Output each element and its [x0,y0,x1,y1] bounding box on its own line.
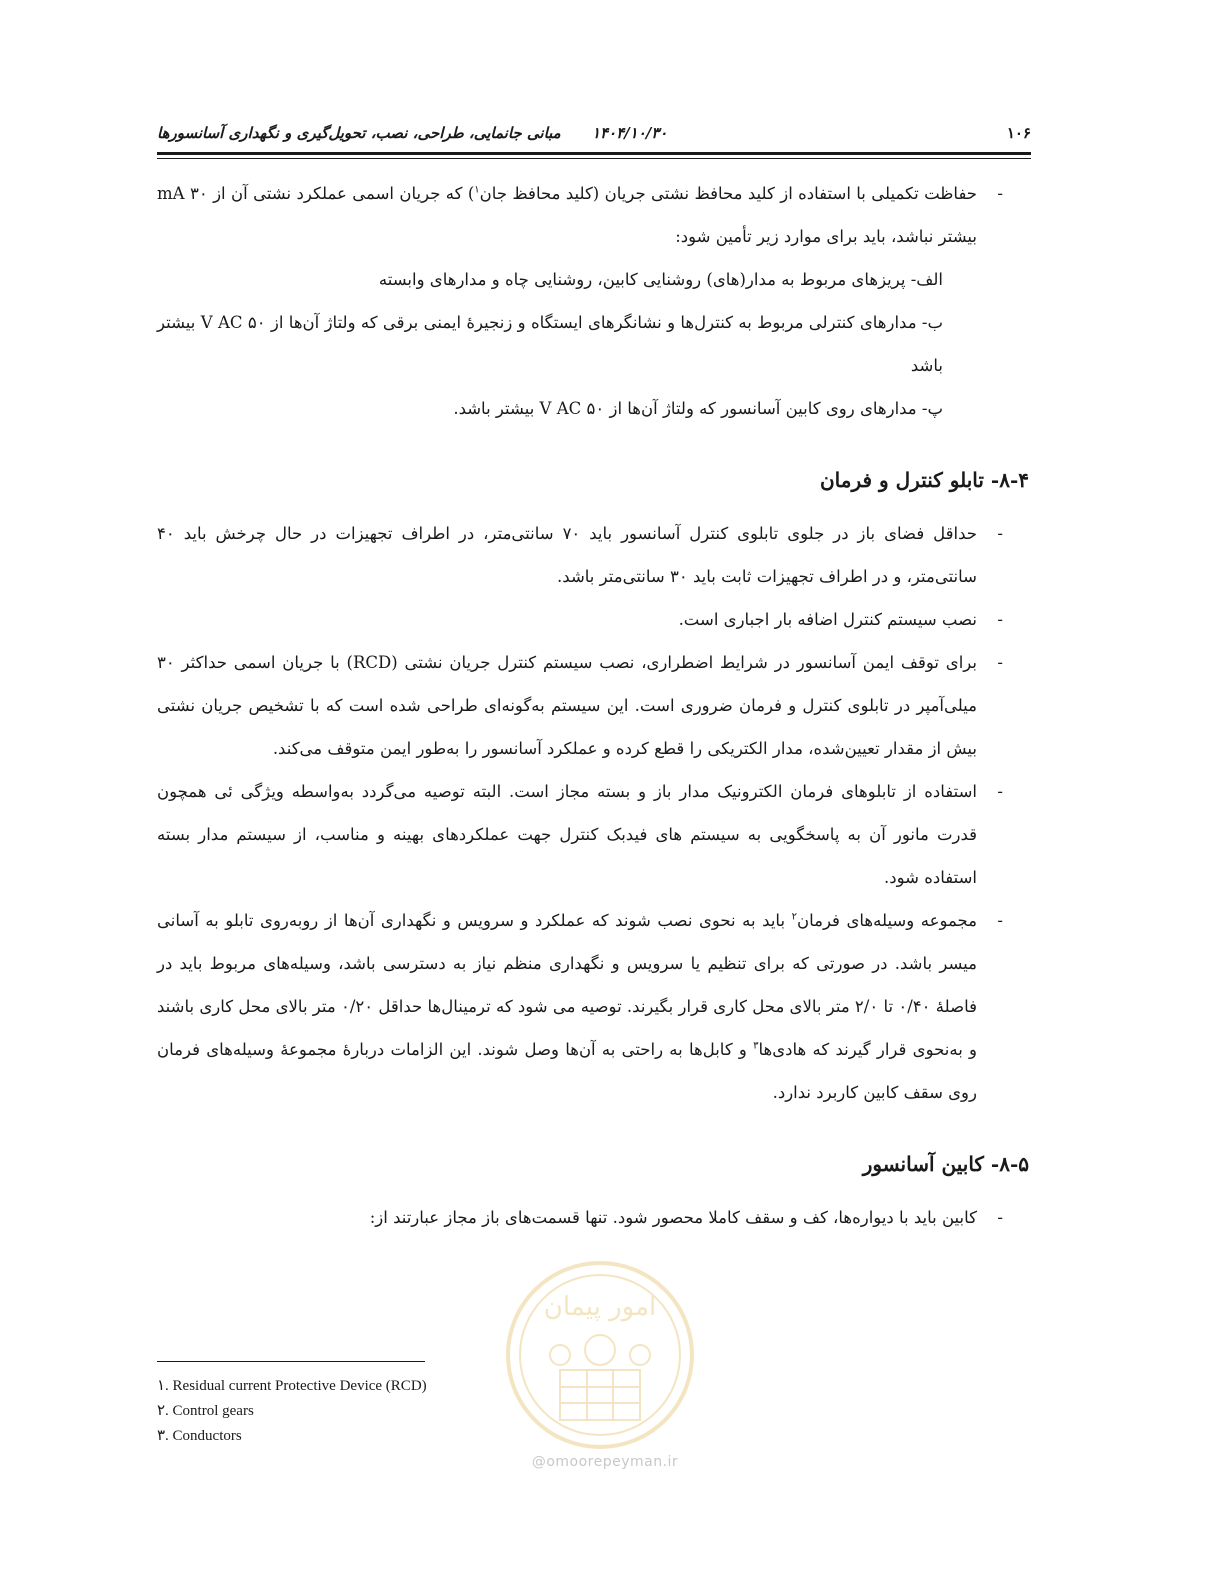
list-item [157,512,1029,598]
bullet-dash: - [997,524,1003,543]
header-rule-thin [157,158,1031,159]
paragraph-text: مجموعه وسیله‌های فرمان [796,911,977,930]
bullet-dash: - [997,782,1003,801]
list-item [157,899,1029,1114]
list-item [157,172,1029,258]
paragraph-text: حداقل فضای باز در جلوی تابلوی کنترل آسانسور باید ۷۰ سانتی‌متر، در اطراف تجهیزات در حال چرخش باید ۴۰ سانتی‌متر، و در اطراف تجهیزات ثابت باید ۳۰ سانتی‌متر باشد. [157,524,977,586]
section-heading: ۸-۵- کابین آسانسور [862,1152,1029,1176]
section-heading: ۸-۴- تابلو کنترل و فرمان [819,468,1029,492]
bullet-dash: - [997,653,1003,672]
bullet-dash: - [997,1208,1003,1227]
list-item [157,641,1029,770]
paragraph-text: باید به نحوی نصب شوند که عملکرد و سرویس و نگهداری آن‌ها از روبه‌روی تابلو به آسانی میسر باشد. در صورتی که برای تنظیم یا سرویس و نگهداری منظم نیاز به دسترسی باشد، وسیله‌های مربوط باید در فاصلهٔ ۰/۴۰ تا ۲/۰ متر بالای محل کاری قرار بگیرند. توصیه می شود که ترمینال‌ها حداقل ۰/۲۰ متر بالای محل کاری باشند و به‌نحوی قرار گیرند که هادی‌ها [157,911,978,1059]
footnote: ۲. Control gears [157,1403,254,1419]
paragraph-text: برای توقف ایمن آسانسور در شرایط اضطراری، نصب سیستم کنترل جریان نشتی (RCD) با جریان اسمی حداکثر ۳۰ میلی‌آمپر در تابلوی کنترل و فرمان ضروری است. این سیستم به‌گونه‌ای طراحی شده است که با تشخیص جریان نشتی بیش از مقدار تعیین‌شده، مدار الکتریکی را قطع کرده و عملکرد آسانسور را به‌طور ایمن متوقف می‌کند. [157,653,977,758]
page-number: ۱۰۶ [1006,124,1031,142]
page-body [157,172,1029,1239]
header-title: مبانی جانمایی، طراحی، نصب، تحویل‌گیری و نگهداری آسانسورها [157,124,561,142]
header-rule-thick [157,152,1031,155]
bullet-dash: - [997,184,1003,203]
page-header [157,118,1031,148]
sub-item-c: پ- مدارهای روی کابین آسانسور که ولتاژ آن‌ها از ۵۰ V AC بیشتر باشد. [453,399,943,418]
sub-item-a: الف- پریزهای مربوط به مدار(های) روشنایی کابین، روشنایی چاه و مدارهای وابسته [378,270,943,289]
header-date: ۱۴۰۴/۱۰/۳۰ [591,124,668,142]
stamp-text: امور پیمان [543,1292,657,1322]
paragraph-text: نصب سیستم کنترل اضافه بار اجباری است. [678,610,977,629]
running-header [157,124,667,142]
sub-item-b: ب- مدارهای کنترلی مربوط به کنترل‌ها و نشانگرهای ایستگاه و زنجیرهٔ ایمنی برقی که ولتاژ آن‌ها از V AC ۵۰ بیشتر باشد [157,313,943,375]
footnote: ۳. Conductors [157,1428,242,1444]
watermark-site: @omoorepeyman.ir [531,1454,679,1470]
paragraph-text: ) که جریان اسمی عملکرد نشتی آن از ۳۰ mA بیشتر نباشد، باید برای موارد زیر تأمین شود: [157,184,977,246]
footnote-rule [157,1361,425,1362]
paragraph-text: و کابل‌ها به راحتی به آن‌ها وصل شوند. این الزامات دربارهٔ مجموعهٔ وسیله‌های فرمان روی سقف کابین کاربرد ندارد. [157,1040,977,1102]
paragraph-text: کابین باید با دیواره‌ها، کف و سقف کاملا محصور شود. تنها قسمت‌های باز مجاز عبارتند از: [369,1208,977,1227]
watermark-stamp-icon [500,1255,700,1455]
footnote: ۱. Residual current Protective Device (RCD) [157,1378,427,1394]
bullet-dash: - [997,911,1003,930]
paragraph-text: استفاده از تابلوهای فرمان الکترونیک مدار باز و بسته مجاز است. البته توصیه می‌گردد به‌واسطه ویژگی ئی همچون قدرت مانور آن به پاسخگویی به سیستم های فیدبک کنترل جهت عملکردهای بهینه و مناسب، از سیستم مدار بسته استفاده شود. [157,782,977,887]
footnote-ref: ۲ [791,911,797,923]
footnote-ref: ۱ [474,184,480,196]
list-item [157,598,1029,641]
bullet-dash: - [997,610,1003,629]
list-item [157,1196,1029,1239]
list-item [157,770,1029,899]
paragraph-text: حفاظت تکمیلی با استفاده از کلید محافظ نشتی جریان (کلید محافظ جان [479,184,978,203]
footnotes [157,1374,557,1449]
footnote-ref: ۳ [753,1040,759,1052]
